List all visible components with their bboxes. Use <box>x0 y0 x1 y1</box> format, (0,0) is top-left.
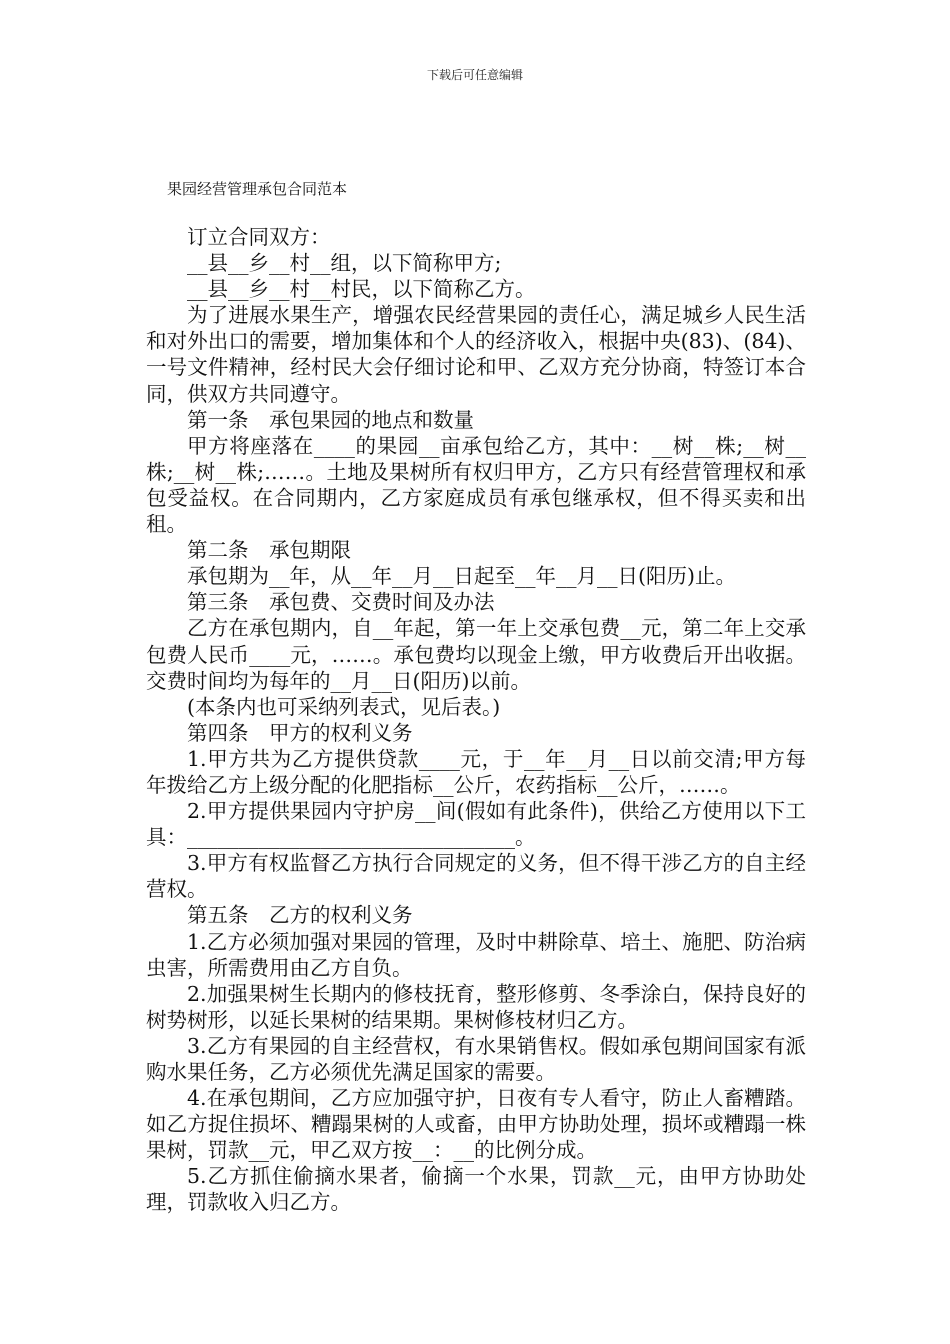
paragraph: 承包期为__年，从__年__月__日起至__年__月__日(阳历)止。 <box>187 564 736 589</box>
paragraph: 4.在承包期间，乙方应加强守护，日夜有专人看守，防止人畜糟踏。如乙方捉住损坏、糟蹋果树的人或畜，由甲方协助处理，损坏或糟蹋一株果树，罚款__元，甲乙双方按__：__的比例分成。 <box>146 1086 806 1163</box>
paragraph: 甲方将座落在____的果园__亩承包给乙方，其中：__树__株;__树__株;__树__株;……。土地及果树所有权归甲方，乙方只有经营管理权和承包受益权。在合同期内，乙方家庭成员有承包继承权，但不得买卖和出租。 <box>146 433 806 537</box>
paragraph: 为了进展水果生产，增强农民经营果园的责任心，满足城乡人民生活和对外出口的需要，增加集体和个人的经济收入，根据中央(83)、(84)、一号文件精神，经村民大会仔细讨论和甲、乙双方充分协商，特签订本合同，供双方共同遵守。 <box>146 303 806 406</box>
paragraph: 订立合同双方： <box>187 225 331 249</box>
paragraph: 2.加强果树生长期内的修枝抚育，整形修剪、冬季涂白，保持良好的树势树形，以延长果树的结果期。果树修枝材归乙方。 <box>146 981 806 1032</box>
document-body <box>146 224 806 1216</box>
paragraph: __县__乡__村__组，以下简称甲方; <box>187 251 502 276</box>
page-header-note: 下载后可任意编辑 <box>426 68 523 82</box>
paragraph: 5.乙方抓住偷摘水果者，偷摘一个水果，罚款__元，由甲方协助处理，罚款收入归乙方。 <box>146 1164 806 1215</box>
section-heading: 第二条 承包期限 <box>187 538 351 563</box>
paragraph: 2.甲方提供果园内守护房__间(假如有此条件)，供给乙方使用以下工具：________________________________。 <box>146 799 806 850</box>
paragraph: __县__乡__村__村民，以下简称乙方。 <box>187 277 536 302</box>
section-heading: 第三条 承包费、交费时间及办法 <box>187 590 495 615</box>
section-heading: 第一条 承包果园的地点和数量 <box>187 407 474 432</box>
document-title: 果园经营管理承包合同范本 <box>167 180 348 198</box>
section-heading: 第五条 乙方的权利义务 <box>187 903 413 928</box>
paragraph: 1.甲方共为乙方提供贷款____元，于__年__月__日以前交清;甲方每年拨给乙方上级分配的化肥指标__公斤，农药指标__公斤，……。 <box>146 746 806 797</box>
paragraph: 3.甲方有权监督乙方执行合同规定的义务，但不得干涉乙方的自主经营权。 <box>146 851 806 902</box>
section-heading: 第四条 甲方的权利义务 <box>187 720 413 745</box>
paragraph: 1.乙方必须加强对果园的管理，及时中耕除草、培土、施肥、防治病虫害，所需费用由乙方自负。 <box>146 929 806 980</box>
paragraph: 3.乙方有果园的自主经营权，有水果销售权。假如承包期间国家有派购水果任务，乙方必须优先满足国家的需要。 <box>146 1033 806 1084</box>
paragraph: 乙方在承包期内，自__年起，第一年上交承包费__元，第二年上交承包费人民币____元，……。承包费均以现金上缴，甲方收费后开出收据。交费时间均为每年的__月__日(阳历)以前。 <box>146 616 806 693</box>
paragraph: (本条内也可采纳列表式，见后表。) <box>187 694 501 719</box>
